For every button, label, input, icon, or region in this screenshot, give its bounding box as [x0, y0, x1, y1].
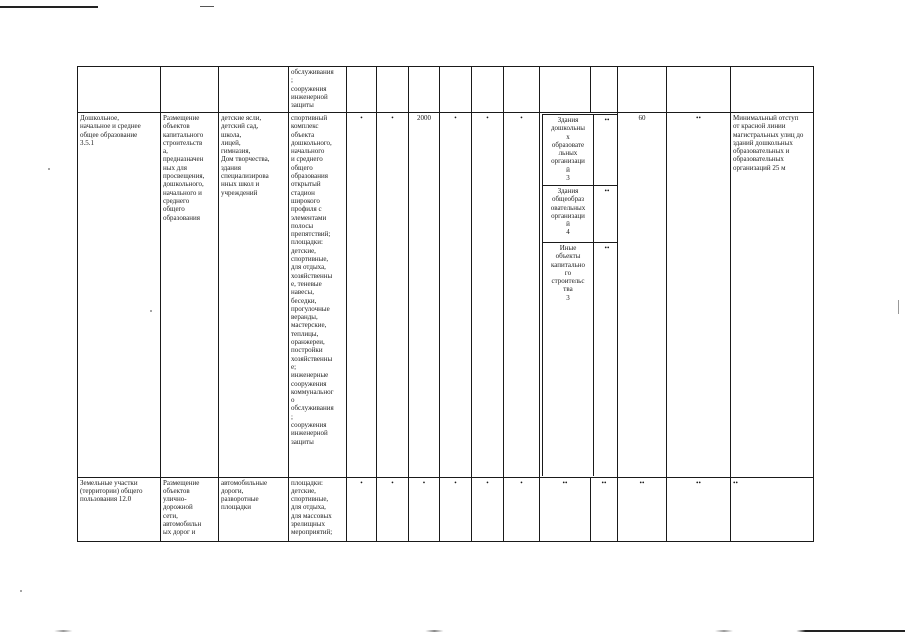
scan-bottom-edge [0, 630, 905, 632]
split-cell [540, 113, 618, 478]
table-cell: Здания общеобраз овательных организаци й 4 [543, 186, 594, 243]
table-cell: автомобильные дороги, разворотные площадки [219, 477, 289, 541]
scan-edge-mark [0, 6, 98, 8]
table-cell: •• [594, 243, 618, 476]
table-row [78, 113, 814, 478]
table-cell: •• [540, 477, 591, 541]
scan-edge-mark [898, 300, 899, 314]
table-cell: • [472, 477, 504, 541]
table-cell: • [347, 113, 377, 478]
table-cell: 2000 [409, 113, 440, 478]
table-row [78, 67, 814, 113]
table-cell: Земельные участки (территории) общего пользования 12.0 [78, 477, 161, 541]
land-use-regulations-table [77, 66, 814, 542]
scan-speck [20, 590, 22, 592]
table-cell: • [377, 113, 409, 478]
table-cell: •• [594, 115, 618, 186]
table-cell: Минимальный отступ от красной линии магистральных улиц до зданий дошкольных образовательных и образовательных организаций 25 м [731, 113, 814, 478]
table-cell [731, 67, 814, 113]
table-cell: Здания дошкольны х образовате льных организаци й 3 [543, 115, 594, 186]
table-cell [667, 67, 731, 113]
table-cell: Размещение объектов улично- дорожной сети, автомобильн ых дорог и [161, 477, 219, 541]
table-row [78, 477, 814, 541]
scan-edge-mark [200, 6, 214, 7]
table-cell: площадки: детские, спортивные, для отдыха, для массовых зрелищных мероприятий; [289, 477, 347, 541]
table-cell: •• [618, 477, 667, 541]
table-cell: • [504, 477, 540, 541]
table-cell [409, 67, 440, 113]
table-cell [377, 67, 409, 113]
table-cell: •• [594, 186, 618, 243]
building-type-subtable [542, 114, 618, 476]
table-cell [472, 67, 504, 113]
table-cell: •• [731, 477, 814, 541]
table-cell: Дошкольное, начальное и среднее общее образование 3.5.1 [78, 113, 161, 478]
table-cell: детские ясли, детский сад, школа, лицей, гимназия, Дом творчества, здания специализирова нных школ и учреждений [219, 113, 289, 478]
table-cell: • [347, 477, 377, 541]
table-cell: • [409, 477, 440, 541]
table-cell: •• [591, 477, 618, 541]
table-cell: • [440, 477, 472, 541]
table-cell [440, 67, 472, 113]
table-cell [591, 67, 618, 113]
table-cell: • [504, 113, 540, 478]
table-cell: Размещение объектов капитального строительств а, предназначен ных для просвещения, дошкольного, начального и среднего общего образования [161, 113, 219, 478]
table-cell [347, 67, 377, 113]
table-cell: • [440, 113, 472, 478]
table-cell [219, 67, 289, 113]
subtable-row [543, 115, 618, 186]
table-cell: •• [667, 477, 731, 541]
subtable-row [543, 186, 618, 243]
table-cell [161, 67, 219, 113]
subtable-row [543, 243, 618, 476]
table-cell [504, 67, 540, 113]
table-cell: • [472, 113, 504, 478]
table-cell [618, 67, 667, 113]
scan-speck [48, 168, 50, 170]
table-cell: спортивный комплекс объекта дошкольного, начального и среднего общего образования открытый стадион широкого профиля с элементами полосы препятствий; площадки: детские, спортивные, для отдыха, хозяйственны е, теневые навесы, беседки, прогулочные веранды, мастерские, теплицы, оранжереи, постройки хозяйственны е; инженерные сооружения коммунальног о обслуживания ; сооружения инженерной защиты [289, 113, 347, 478]
table-cell: •• [667, 113, 731, 478]
table-cell [78, 67, 161, 113]
table-cell: • [377, 477, 409, 541]
table-cell: Иные объекты капитально го строительс тва 3 [543, 243, 594, 476]
table-cell [540, 67, 591, 113]
table-cell: обслуживания ; сооружения инженерной защиты [289, 67, 347, 113]
table-cell: 60 [618, 113, 667, 478]
